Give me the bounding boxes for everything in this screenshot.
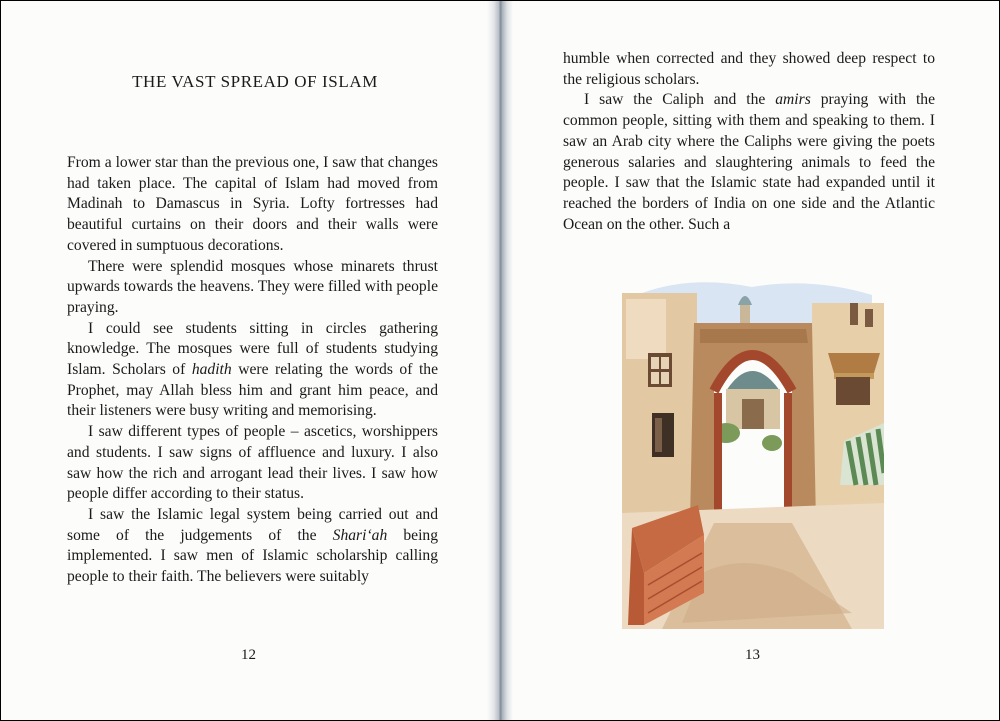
italic-term: Shari‘ah <box>332 526 388 544</box>
page-number: 12 <box>241 647 256 663</box>
chapter-title: THE VAST SPREAD OF ISLAM <box>132 72 378 91</box>
right-page <box>509 1 999 720</box>
gateway-illustration <box>622 273 884 629</box>
left-page <box>1 1 493 720</box>
paragraph <box>67 505 438 588</box>
italic-term: amirs <box>775 91 811 109</box>
right-page-body <box>563 49 935 235</box>
page-number: 13 <box>745 647 760 663</box>
paragraph: I saw different types of people – ascetics, worshippers and students. I saw signs of affluence and luxury. I also saw how the rich and arrogant lead their lives. I saw how people differ according to their status. <box>67 423 438 503</box>
paragraph: From a lower star than the previous one, I saw that changes had taken place. The capital of Islam had moved from Madinah to Damascus in Syria. Lofty fortresses had beautiful curtains on their doors and their walls were covered in sumptuous decorations. <box>67 154 438 254</box>
text-run: I saw the Caliph and the <box>584 91 776 109</box>
paragraph <box>563 90 935 235</box>
text-run: I saw the Islamic legal system being carried out and some of the judgements of the <box>67 505 438 544</box>
left-page-body <box>67 153 438 588</box>
text-run: praying with the common people, sitting with them and speaking to them. I saw an Arab city where the Caliphs were giving the poets generous salaries and slaughtering animals to feed the people. I saw that the Islamic state had expanded until it reached the borders of India on one side and the Atlantic Ocean on the other. Such a <box>563 91 935 233</box>
paragraph: There were splendid mosques whose minarets thrust upwards towards the heavens. They were filled with people praying. <box>67 257 438 316</box>
paragraph: humble when corrected and they showed deep respect to the religious scholars. <box>563 50 935 88</box>
paragraph <box>67 319 438 423</box>
italic-term: hadith <box>191 361 232 379</box>
text-run: were relating the words of the Prophet, may Allah bless him and grant him peace, and their listeners were busy writing and memorising. <box>67 361 438 420</box>
text-run: being implemented. I saw men of Islamic scholarship calling people to their faith. The believers were suitably <box>67 526 439 586</box>
text-run: I could see students sitting in circles gathering knowledge. The mosques were full of students studying Islam. Scholars of <box>67 319 438 379</box>
